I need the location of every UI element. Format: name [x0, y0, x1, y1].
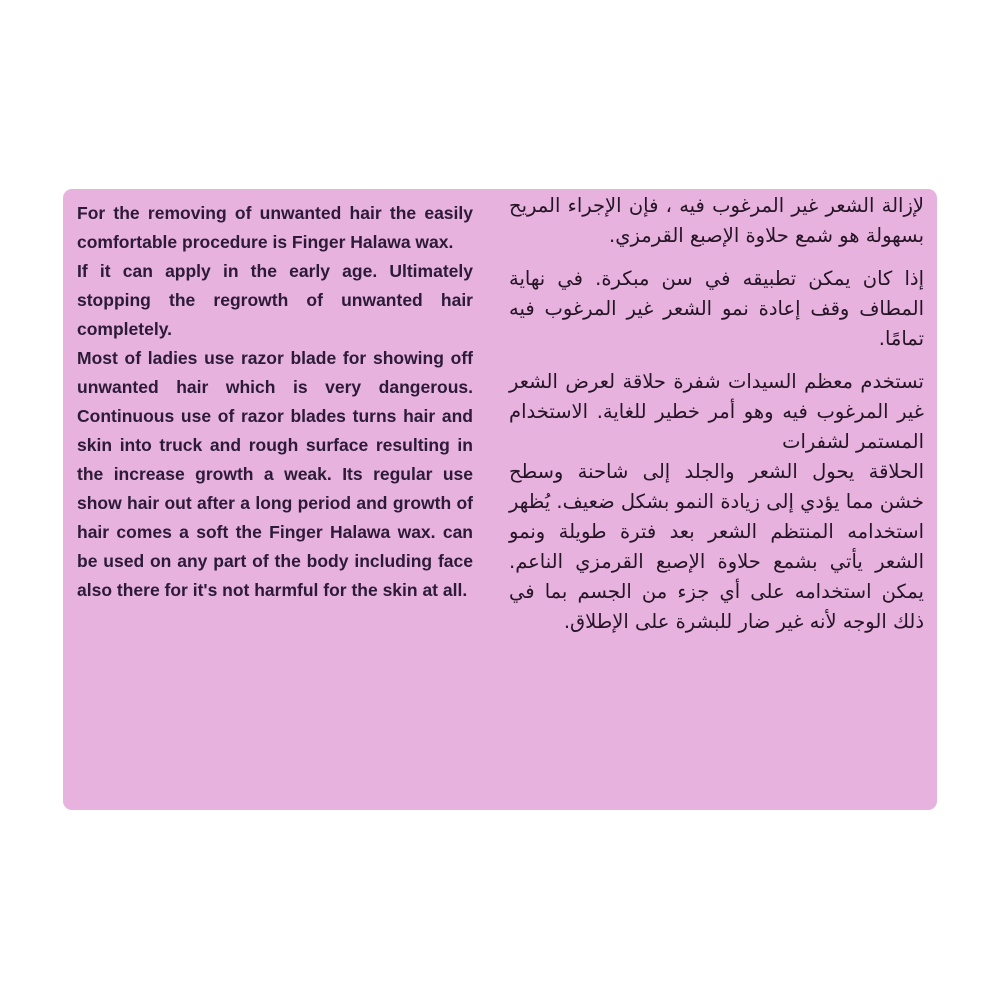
instruction-leaflet [63, 189, 937, 810]
english-instructions [77, 199, 473, 605]
english-paragraph-intro: For the removing of unwanted hair the easily comfortable procedure is Finger Halawa wax. [77, 203, 473, 252]
arabic-paragraph-intro: لإزالة الشعر غير المرغوب فيه ، فإن الإجراء المريح بسهولة هو شمع حلاوة الإصبع القرمزي. [509, 194, 924, 247]
arabic-paragraph-regular-use: الحلاقة يحول الشعر والجلد إلى شاحنة وسطح خشن مما يؤدي إلى زيادة النمو بشكل ضعيف. يُظهر استخدامه المنتظم الشعر بعد فترة طويلة ونمو الشعر يأتي بشمع حلاوة الإصبع القرمزي الناعم. يمكن استخدامه على أي جزء من الجسم بما في ذلك الوجه لأنه غير ضار للبشرة على الإطلاق. [509, 460, 924, 633]
arabic-instructions [509, 191, 924, 650]
english-paragraph-early-age: If it can apply in the early age. Ultimately stopping the regrowth of unwanted hair completely. [77, 261, 473, 339]
arabic-paragraph-early-age: إذا كان يمكن تطبيقه في سن مبكرة. في نهاية المطاف وقف إعادة نمو الشعر غير المرغوب فيه تمامًا. [509, 267, 924, 350]
english-paragraph-razor-warning: Most of ladies use razor blade for showing off unwanted hair which is very dangerous. Continuous use of razor blades turns hair and skin into truck and rough surface resulting in the increase growth a weak. Its regular use show hair out after a long period and growth of hair comes a soft the Finger Halawa wax. can be used on any part of the body including face also there for it's not harmful for the skin at all. [77, 348, 473, 600]
arabic-paragraph-razor-warning: تستخدم معظم السيدات شفرة حلاقة لعرض الشعر غير المرغوب فيه وهو أمر خطير للغاية. الاستخدام المستمر لشفرات [509, 370, 924, 453]
